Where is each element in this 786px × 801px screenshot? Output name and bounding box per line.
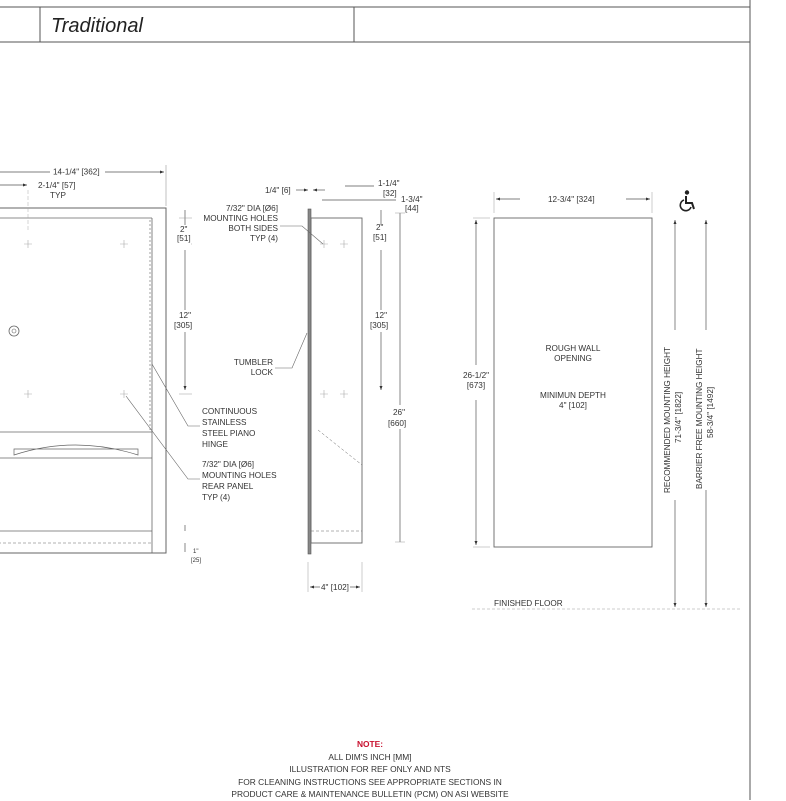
svg-text:[25]: [25]	[191, 558, 202, 564]
svg-text:ROUGH WALL: ROUGH WALL	[545, 344, 601, 353]
note-line: PRODUCT CARE & MAINTENANCE BULLETIN (PCM) ON ASI WEBSITE	[231, 789, 509, 800]
svg-text:LOCK: LOCK	[250, 368, 273, 377]
svg-text:TUMBLER: TUMBLER	[233, 358, 273, 367]
svg-text:[51]: [51]	[373, 233, 387, 242]
svg-text:71-3/4" [1822]: 71-3/4" [1822]	[674, 391, 683, 443]
svg-text:BARRIER FREE MOUNTING HEIGHT: BARRIER FREE MOUNTING HEIGHT	[695, 348, 704, 489]
svg-text:MOUNTING HOLES: MOUNTING HOLES	[203, 214, 278, 223]
svg-text:STAINLESS: STAINLESS	[202, 418, 247, 427]
svg-text:TYP (4): TYP (4)	[249, 234, 278, 243]
series-title: Traditional	[51, 15, 143, 37]
svg-text:STEEL PIANO: STEEL PIANO	[202, 429, 256, 438]
svg-text:1": 1"	[193, 549, 199, 555]
svg-text:1-3/4": 1-3/4"	[401, 195, 423, 204]
callout-tumbler-lock	[234, 333, 307, 377]
svg-text:RECOMMENDED MOUNTING HEIGHT: RECOMMENDED MOUNTING HEIGHT	[663, 346, 672, 493]
lock-icon	[9, 326, 19, 336]
svg-text:[305]: [305]	[174, 321, 193, 330]
svg-text:2-1/4" [57]: 2-1/4" [57]	[38, 181, 76, 190]
svg-text:BOTH SIDES: BOTH SIDES	[228, 224, 278, 233]
svg-text:12-3/4" [324]: 12-3/4" [324]	[548, 195, 595, 204]
svg-text:FINISHED FLOOR: FINISHED FLOOR	[494, 599, 563, 608]
svg-text:MINIMUN DEPTH: MINIMUN DEPTH	[540, 391, 606, 400]
svg-text:14-1/4" [362]: 14-1/4" [362]	[53, 167, 100, 177]
svg-text:12": 12"	[375, 311, 388, 320]
svg-text:[673]: [673]	[466, 381, 486, 390]
svg-text:1/4" [6]: 1/4" [6]	[265, 186, 291, 195]
wheelchair-icon	[680, 190, 694, 210]
svg-text:26": 26"	[393, 408, 406, 417]
note-line: ALL DIM'S INCH [MM]	[328, 751, 412, 762]
svg-text:7/32" DIA [Ø6]: 7/32" DIA [Ø6]	[202, 460, 255, 469]
callout-hinge	[152, 364, 258, 449]
front-view	[0, 190, 166, 553]
svg-text:[32]: [32]	[383, 189, 397, 198]
svg-text:MOUNTING HOLES: MOUNTING HOLES	[202, 471, 277, 480]
svg-text:26-1/2": 26-1/2"	[462, 371, 490, 380]
svg-text:REAR PANEL: REAR PANEL	[202, 482, 254, 491]
note-line: ILLUSTRATION FOR REF ONLY AND NTS	[289, 764, 451, 775]
svg-text:4" [102]: 4" [102]	[559, 401, 587, 410]
note-block	[140, 738, 600, 801]
svg-text:[44]: [44]	[405, 204, 419, 213]
front-dimensions	[0, 165, 201, 564]
note-line: FOR CLEANING INSTRUCTIONS SEE APPROPRIATE SECTIONS IN	[238, 776, 502, 787]
svg-text:OPENING: OPENING	[554, 354, 592, 363]
svg-text:CONTINUOUS: CONTINUOUS	[202, 407, 258, 416]
svg-text:12": 12"	[179, 311, 192, 320]
callout-side-holes	[203, 204, 323, 244]
svg-text:[51]: [51]	[177, 234, 191, 243]
side-view	[308, 209, 362, 554]
svg-text:[305]: [305]	[370, 321, 389, 330]
svg-text:TYP: TYP	[50, 191, 66, 200]
svg-text:TYP (4): TYP (4)	[202, 493, 231, 502]
svg-text:HINGE: HINGE	[202, 440, 228, 449]
svg-text:2": 2"	[376, 223, 384, 232]
svg-text:58-3/4" [1492]: 58-3/4" [1492]	[706, 386, 715, 438]
note-label: NOTE:	[356, 739, 384, 749]
svg-text:1-1/4": 1-1/4"	[378, 179, 400, 188]
rough-wall-opening	[460, 190, 740, 609]
svg-text:2": 2"	[180, 225, 188, 234]
svg-text:7/32" DIA [Ø6]: 7/32" DIA [Ø6]	[225, 204, 278, 213]
svg-text:4" [102]: 4" [102]	[321, 583, 349, 592]
svg-text:[660]: [660]	[388, 419, 407, 428]
